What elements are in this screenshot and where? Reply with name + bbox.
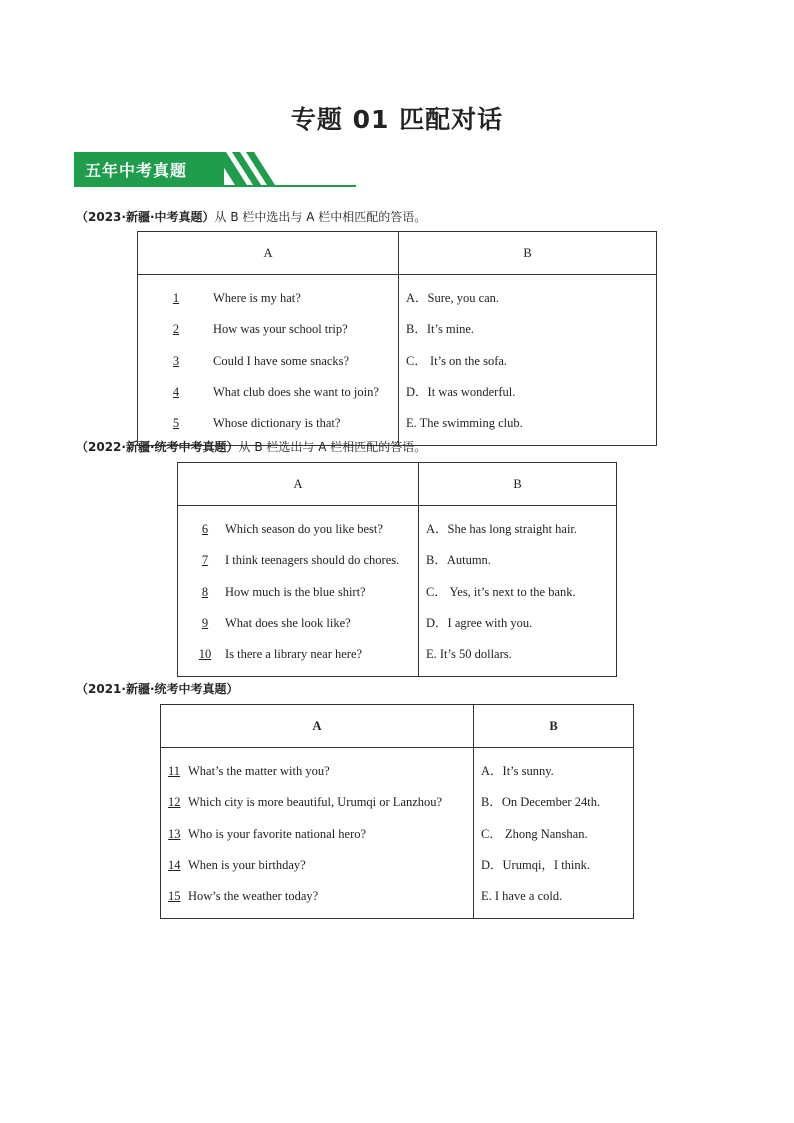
answer-blank[interactable]: 3 (172, 353, 180, 368)
answer-blank[interactable]: 13 (168, 826, 181, 841)
answer-option: E. I have a cold. (481, 889, 563, 904)
column-header-b: B (419, 463, 617, 506)
question-row (185, 639, 412, 670)
question-text: I think teenagers should do chores. (225, 553, 400, 568)
question-row (185, 608, 412, 639)
question-text: Which city is more beautiful, Urumqi or Lanzhou? (188, 795, 443, 810)
answer-blank[interactable]: 6 (201, 522, 209, 536)
question-row (185, 545, 412, 576)
answer-blank[interactable]: 2 (172, 322, 180, 337)
question-source: （2022·新疆·统考中考真题） (76, 440, 239, 454)
answer-blank[interactable]: 1 (172, 291, 180, 305)
column-header-a: A (178, 463, 419, 506)
question-row (168, 819, 467, 850)
answer-option: E. The swimming club. (406, 416, 523, 431)
answer-option: D．Urumqi，I think. (481, 857, 591, 872)
answer-option: A．Sure, you can. (406, 291, 500, 305)
section-banner (74, 152, 356, 188)
banner-underline (74, 185, 356, 187)
answer-blank[interactable]: 14 (168, 857, 181, 872)
match-table-2 (177, 462, 617, 677)
question-text: How much is the blue shirt? (225, 584, 366, 599)
question-text: Which season do you like best? (225, 522, 383, 536)
banner-stripes-icon (214, 152, 334, 185)
question-text: Is there a library near here? (225, 647, 363, 662)
question-text: What’s the matter with you? (188, 764, 330, 778)
answer-blank[interactable]: 11 (168, 764, 181, 778)
question-source: （2023·新疆·中考真题） (76, 210, 215, 224)
question-row (145, 408, 392, 439)
column-header-a: A (138, 232, 399, 275)
question-row (185, 577, 412, 608)
question-intro-2 (76, 438, 426, 455)
answer-option: D．It was wonderful. (406, 384, 516, 399)
answer-option: A．It’s sunny. (481, 764, 554, 778)
question-text: Who is your favorite national hero? (188, 826, 367, 841)
question-instruction: 从 B 栏中选出与 A 栏中相匹配的答语。 (214, 210, 427, 224)
column-header-b: B (399, 232, 657, 275)
question-row (185, 514, 412, 545)
answers-column (419, 506, 617, 677)
question-text: Whose dictionary is that? (213, 416, 341, 431)
question-text: How was your school trip? (213, 322, 348, 337)
answer-blank[interactable]: 12 (168, 795, 181, 810)
questions-column (161, 748, 474, 919)
question-row (168, 787, 467, 818)
answer-option: D．I agree with you. (426, 615, 533, 630)
question-text: Could I have some snacks? (213, 353, 350, 368)
question-text: What club does she want to join? (213, 384, 379, 399)
question-row (145, 346, 392, 377)
questions-column (138, 275, 399, 446)
page-title: 专题 01 匹配对话 (290, 105, 504, 134)
question-intro-3 (76, 680, 239, 697)
answer-option: E. It’s 50 dollars. (426, 647, 512, 662)
answer-option: B．It’s mine. (406, 322, 475, 337)
column-header-b: B (474, 705, 634, 748)
answer-blank[interactable]: 4 (172, 384, 180, 399)
answer-blank[interactable]: 7 (201, 553, 209, 568)
match-table-3 (160, 704, 634, 919)
answers-column (399, 275, 657, 446)
question-instruction: 从 B 栏选出与 A 栏相匹配的答语。 (238, 440, 427, 454)
answer-option: C． Zhong Nanshan. (481, 826, 588, 841)
question-row (145, 377, 392, 408)
answer-option: B．On December 24th. (481, 795, 601, 810)
column-header-a: A (161, 705, 474, 748)
question-row (168, 756, 467, 787)
question-row (168, 881, 467, 912)
answers-column (474, 748, 634, 919)
questions-column (178, 506, 419, 677)
answer-option: B．Autumn. (426, 553, 491, 568)
answer-blank[interactable]: 15 (168, 889, 181, 904)
question-text: Where is my hat? (213, 291, 301, 305)
answer-option: C． Yes, it’s next to the bank. (426, 584, 576, 599)
question-text: How’s the weather today? (188, 889, 319, 904)
question-row (168, 850, 467, 881)
banner-label: 五年中考真题 (85, 161, 188, 180)
answer-option: C． It’s on the sofa. (406, 353, 508, 368)
question-text: When is your birthday? (188, 857, 306, 872)
question-source: （2021·新疆·统考中考真题） (76, 682, 239, 696)
question-row (145, 283, 392, 314)
answer-blank[interactable]: 5 (172, 416, 180, 431)
answer-option: A．She has long straight hair. (426, 522, 578, 536)
question-text: What does she look like? (225, 615, 351, 630)
answer-blank[interactable]: 9 (201, 615, 209, 630)
answer-blank[interactable]: 10 (198, 647, 212, 662)
match-table-1 (137, 231, 657, 446)
answer-blank[interactable]: 8 (201, 584, 209, 599)
question-row (145, 314, 392, 345)
question-intro-1 (76, 208, 426, 225)
